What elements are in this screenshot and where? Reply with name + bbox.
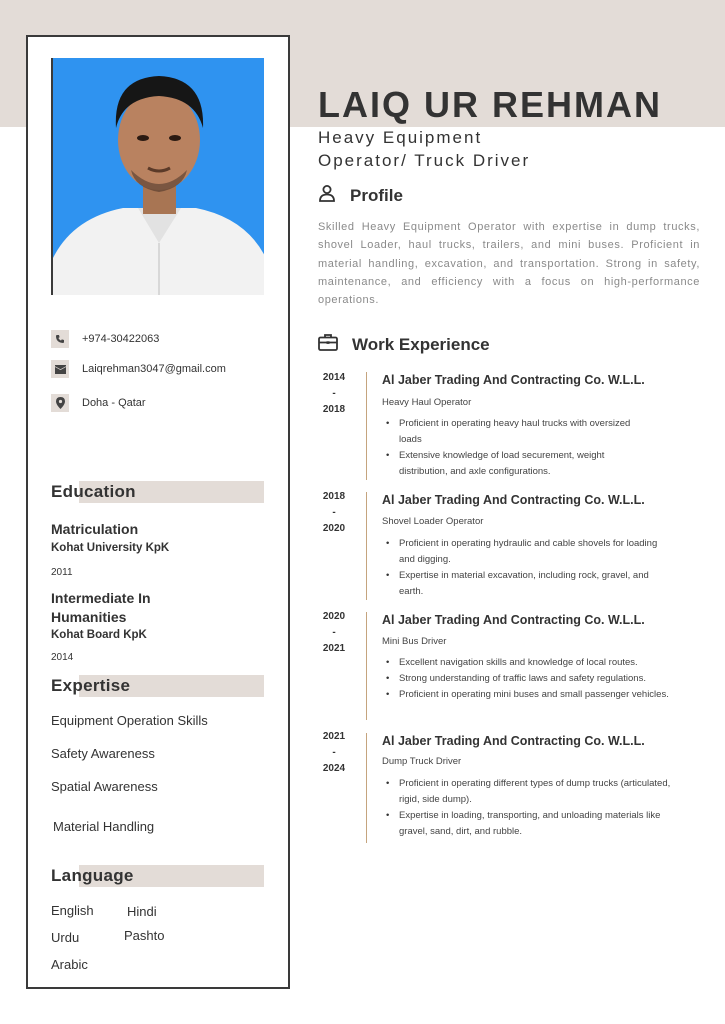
job-year-separator: - xyxy=(332,388,336,399)
job-start-year: 2014 xyxy=(322,372,346,383)
skill-item: Safety Awareness xyxy=(51,746,155,761)
job-role: Dump Truck Driver xyxy=(382,756,462,767)
job-duties xyxy=(399,776,674,840)
contact-phone[interactable] xyxy=(51,330,159,348)
skill-item: Equipment Operation Skills xyxy=(51,713,208,728)
job-duty: • Proficient in operating hydraulic and cable shovels for loading and digging. xyxy=(399,536,674,568)
job-end-year: 2024 xyxy=(322,763,346,774)
work-experience-heading xyxy=(318,333,490,356)
education-item-school: Kohat Board KpK xyxy=(51,629,147,641)
timeline-line xyxy=(366,492,367,600)
language-item: Hindi xyxy=(127,904,157,919)
candidate-name: LAIQ UR REHMAN xyxy=(318,84,662,125)
language-item: Pashto xyxy=(124,928,165,943)
expertise-heading: Expertise xyxy=(51,676,131,695)
person-icon xyxy=(318,184,336,207)
briefcase-icon xyxy=(318,333,338,356)
job-end-year: 2018 xyxy=(322,404,346,415)
job-role: Shovel Loader Operator xyxy=(382,516,484,527)
job-title xyxy=(318,126,618,172)
job-duty: • Excellent navigation skills and knowledge of local routes. xyxy=(399,655,699,671)
language-item: English xyxy=(51,903,94,918)
location-pin-icon xyxy=(51,394,69,412)
job-company: Al Jaber Trading And Contracting Co. W.L.L. xyxy=(382,734,645,748)
job-title-line: Operator/ Truck Driver xyxy=(318,151,531,170)
education-item-title: Matriculation xyxy=(51,521,139,537)
job-role: Heavy Haul Operator xyxy=(382,397,472,408)
person-portrait-illustration xyxy=(53,58,264,295)
timeline-line xyxy=(366,372,367,480)
skill-item: Material Handling xyxy=(53,819,155,834)
job-start-year: 2018 xyxy=(322,491,346,502)
contact-email[interactable] xyxy=(51,360,226,378)
job-end-year: 2021 xyxy=(322,643,346,654)
language-item: Urdu xyxy=(51,930,80,945)
job-duties xyxy=(399,536,674,600)
job-duties xyxy=(399,655,699,703)
phone-icon xyxy=(51,330,69,348)
work-experience-heading-text: Work Experience xyxy=(352,334,490,354)
email-address: Laiqrehman3047@gmail.com xyxy=(82,363,226,375)
job-company: Al Jaber Trading And Contracting Co. W.L.L. xyxy=(382,373,645,387)
job-duty: • Expertise in loading, transporting, and unloading materials like gravel, sand, dirt, and rubble. xyxy=(399,808,674,840)
profile-heading-text: Profile xyxy=(350,185,403,205)
profile-photo xyxy=(51,58,264,295)
job-start-year: 2021 xyxy=(322,731,346,742)
location-text: Doha - Qatar xyxy=(82,397,146,409)
skill-item: Spatial Awareness xyxy=(51,779,158,794)
phone-number: +974-30422063 xyxy=(82,333,160,345)
contact-location xyxy=(51,394,146,412)
job-duty: • Extensive knowledge of load securement, weight distribution, and axle configurations. xyxy=(399,448,639,480)
job-company: Al Jaber Trading And Contracting Co. W.L.L. xyxy=(382,613,645,627)
language-heading: Language xyxy=(51,866,134,885)
job-year-separator: - xyxy=(332,627,336,638)
job-duty: • Expertise in material excavation, including rock, gravel, and earth. xyxy=(399,568,674,600)
education-item-year: 2011 xyxy=(51,567,73,578)
education-item-title: Intermediate In Humanities xyxy=(51,590,151,625)
job-end-year: 2020 xyxy=(322,523,346,534)
profile-summary: Skilled Heavy Equipment Operator with expertise in dump trucks, shovel Loader, haul trucks, trailers, and mini buses. Proficient in material handling, excavation, and transportation. Strong in safety, maintenance, and efficiency with a focus on high-performance operations. xyxy=(318,221,700,307)
job-year-separator: - xyxy=(332,747,336,758)
education-heading: Education xyxy=(51,482,136,501)
language-item: Arabic xyxy=(51,957,88,972)
job-duty: • Strong understanding of traffic laws and safety regulations. xyxy=(399,671,699,687)
job-duty: • Proficient in operating heavy haul trucks with oversized loads xyxy=(399,416,639,448)
envelope-icon xyxy=(51,360,69,378)
profile-heading xyxy=(318,184,403,207)
job-duties xyxy=(399,416,639,480)
job-start-year: 2020 xyxy=(322,611,346,622)
education-item-year: 2014 xyxy=(51,652,74,663)
job-role: Mini Bus Driver xyxy=(382,636,447,647)
job-company: Al Jaber Trading And Contracting Co. W.L.L. xyxy=(382,493,645,507)
job-duty: • Proficient in operating mini buses and small passenger vehicles. xyxy=(399,687,699,703)
job-title-line: Heavy Equipment xyxy=(318,128,483,147)
job-year-separator: - xyxy=(332,507,336,518)
education-item-school: Kohat University KpK xyxy=(51,542,170,554)
timeline-line xyxy=(366,612,367,720)
job-duty: • Proficient in operating different types of dump trucks (articulated, rigid, side dump). xyxy=(399,776,674,808)
timeline-line xyxy=(366,733,367,843)
